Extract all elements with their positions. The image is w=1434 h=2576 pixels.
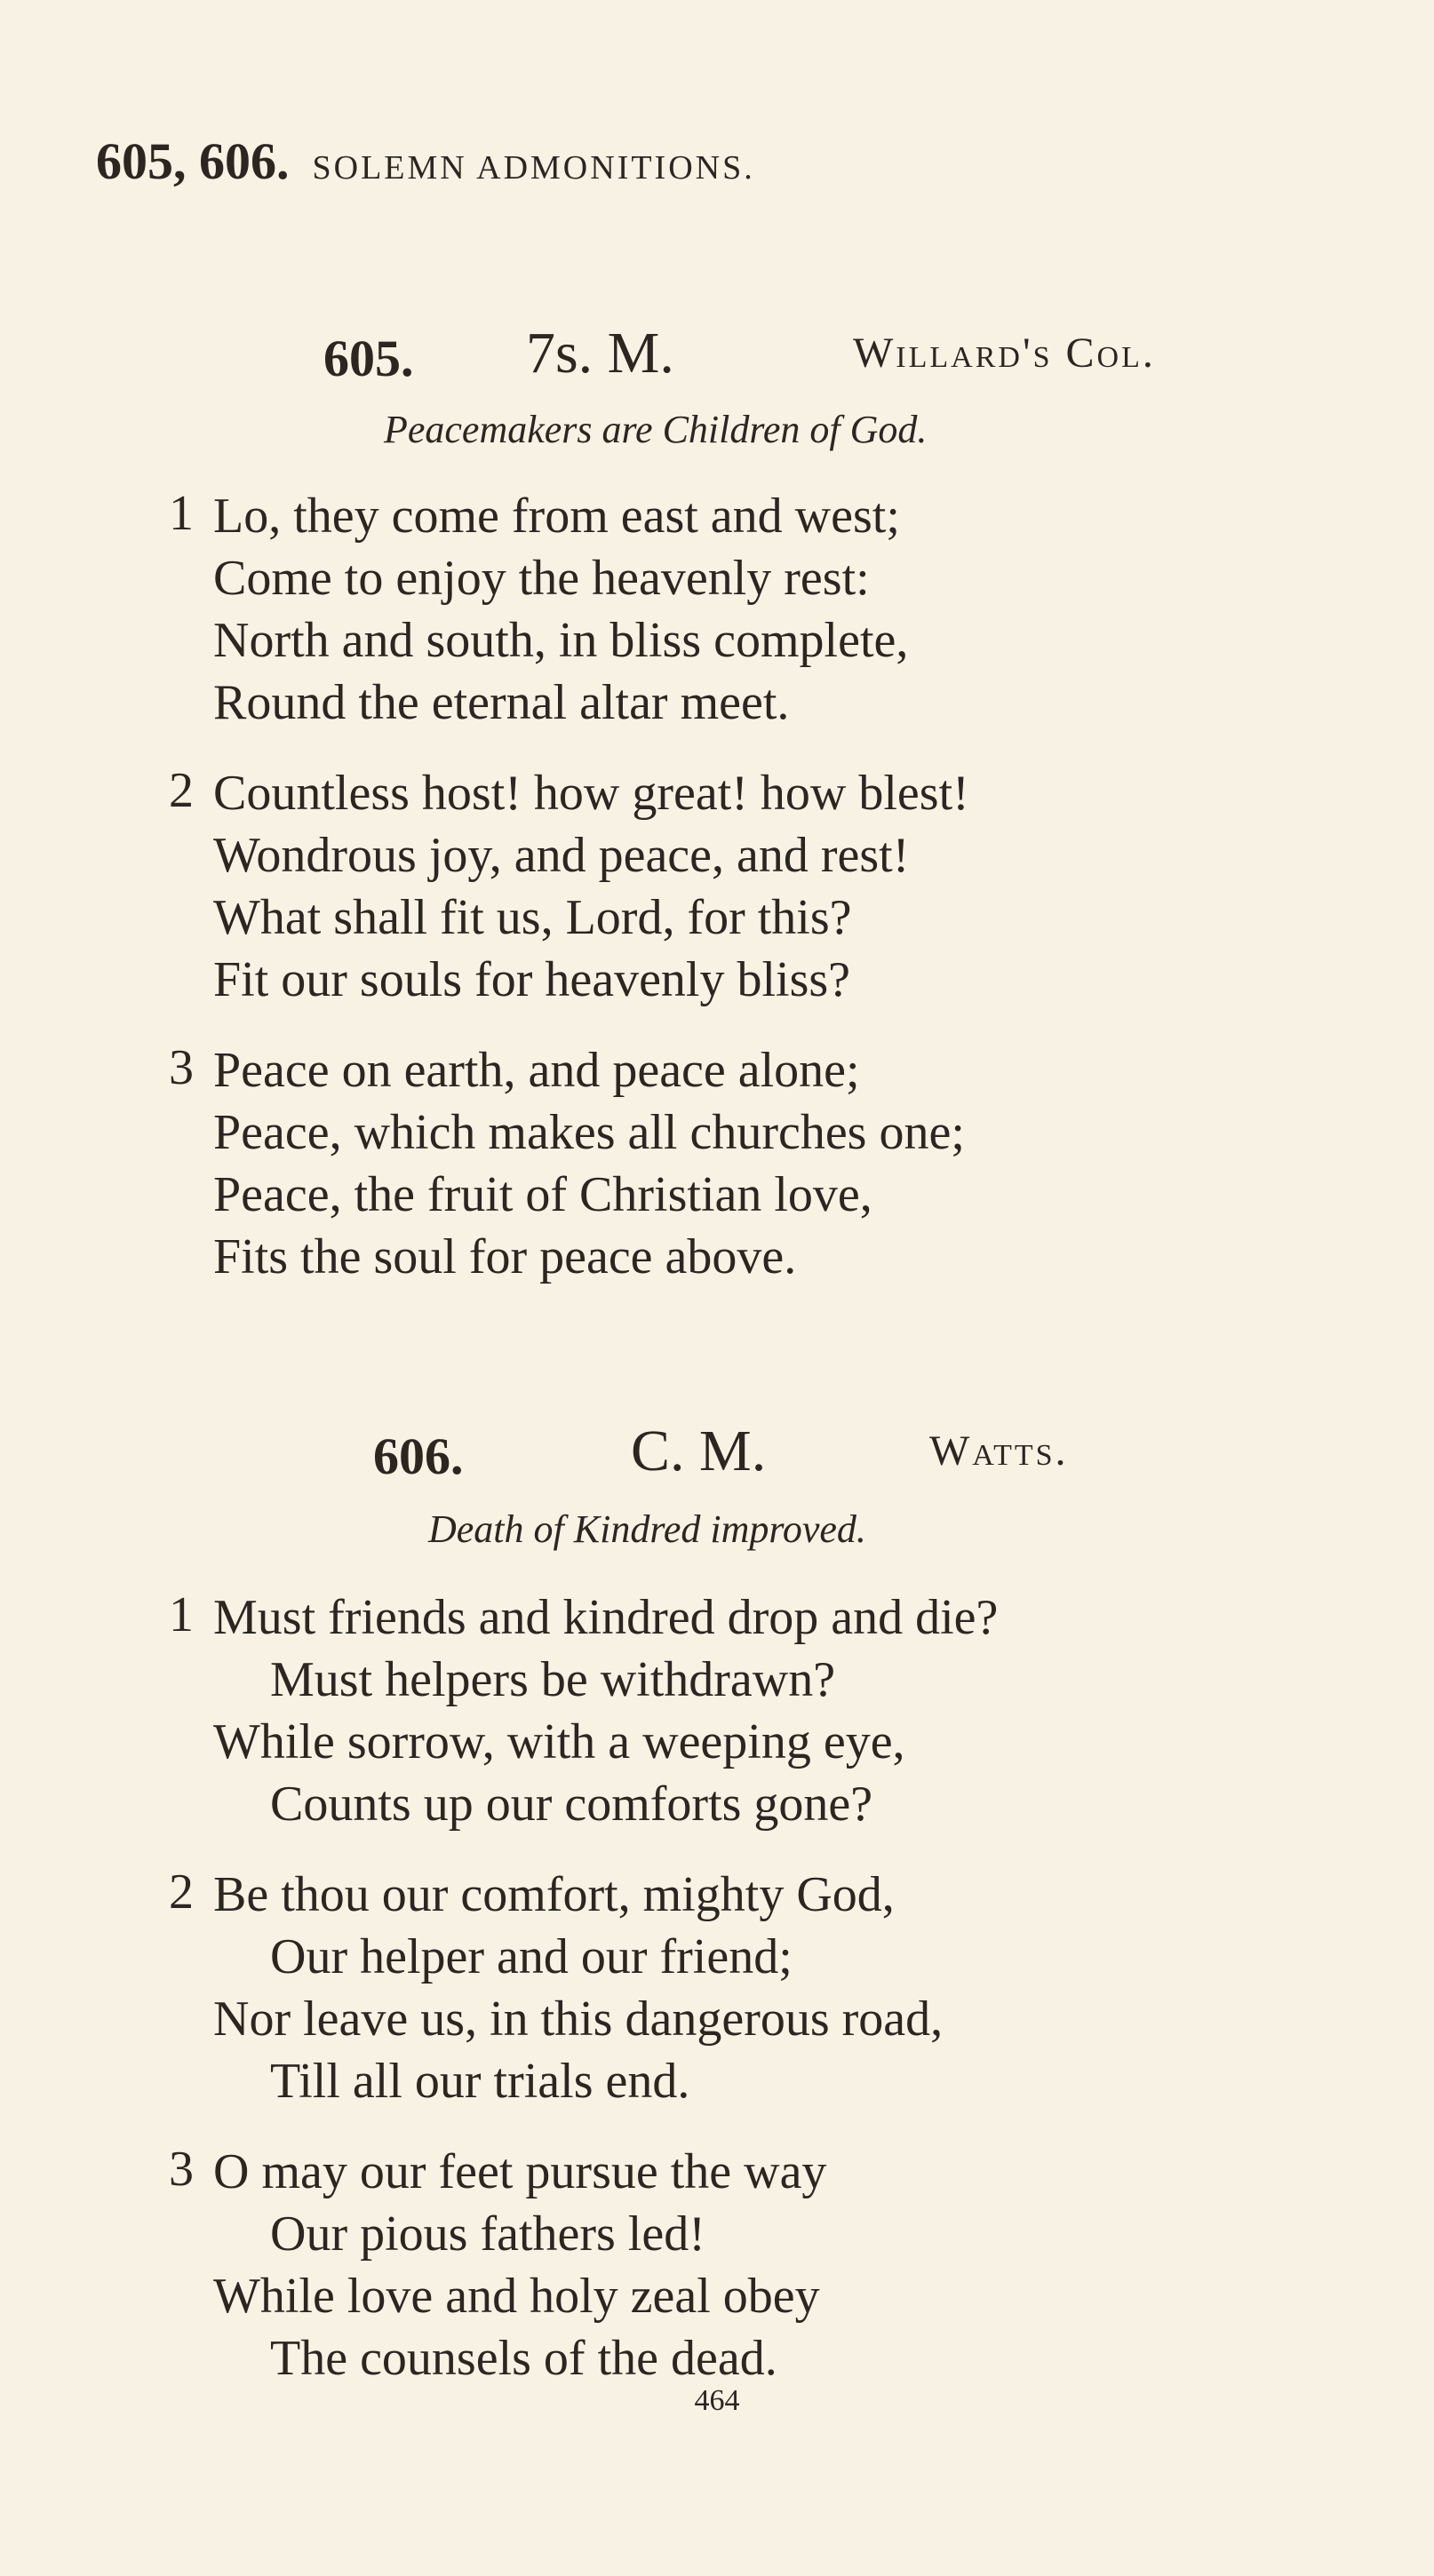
verse-line: What shall fit us, Lord, for this? — [213, 890, 852, 945]
verse-line: North and south, in bliss complete, — [213, 613, 909, 668]
verse-line: Peace on earth, and peace alone; — [213, 1043, 860, 1098]
hymn-number: 606. — [373, 1427, 464, 1485]
hymn-author: Willard's Col. — [853, 330, 1156, 377]
verse-line: Must friends and kindred drop and die? — [213, 1590, 999, 1645]
running-head-title: SOLEMN ADMONITIONS. — [312, 149, 755, 187]
stanza-number: 1 — [169, 486, 194, 541]
verse-line: Come to enjoy the heavenly rest: — [213, 551, 870, 606]
hymn-606-header — [0, 1418, 1434, 1489]
hymn-606-stanza-1 — [169, 1586, 999, 1835]
hymn-meter: 7s. M. — [526, 321, 674, 386]
verse-line: Till all our trials end. — [270, 2054, 690, 2109]
verse-line: Peace, the fruit of Christian love, — [213, 1167, 872, 1222]
running-head — [96, 131, 755, 191]
verse-line: Must helpers be withdrawn? — [270, 1652, 836, 1707]
stanza-number: 2 — [169, 763, 194, 818]
hymn-author: Watts. — [929, 1427, 1069, 1475]
hymn-605-subtitle: Peacemakers are Children of God. — [384, 408, 928, 451]
verse-line: Round the eternal altar meet. — [213, 675, 790, 730]
stanza-number: 1 — [169, 1587, 194, 1642]
hymn-605-stanza-3 — [169, 1039, 965, 1288]
verse-line: Fit our souls for heavenly bliss? — [213, 952, 851, 1007]
hymn-meter: C. M. — [631, 1419, 767, 1483]
verse-line: Countless host! how great! how blest! — [213, 766, 969, 821]
verse-line: Nor leave us, in this dangerous road, — [213, 1992, 944, 2047]
verse-line: Fits the soul for peace above. — [213, 1229, 797, 1284]
hymn-606-stanza-2 — [169, 1864, 944, 2112]
verse-line: O may our feet pursue the way — [213, 2144, 827, 2199]
running-head-numbers: 605, 606. — [96, 132, 290, 190]
stanza-number: 3 — [169, 1040, 194, 1095]
verse-line: The counsels of the dead. — [270, 2331, 777, 2386]
page-number: 464 — [694, 2384, 740, 2417]
stanza-number: 2 — [169, 1864, 194, 1920]
hymn-605-stanza-2 — [169, 762, 969, 1011]
hymn-605-header — [0, 320, 1434, 391]
hymn-606-subtitle: Death of Kindred improved. — [428, 1507, 866, 1551]
verse-line: Counts up our comforts gone? — [270, 1777, 873, 1832]
hymn-number: 605. — [323, 330, 414, 387]
verse-line: Lo, they come from east and west; — [213, 489, 900, 544]
verse-line: Our helper and our friend; — [270, 1929, 793, 1984]
hymn-606-stanza-3 — [169, 2141, 827, 2389]
hymn-605-stanza-1 — [169, 485, 909, 734]
verse-line: While sorrow, with a weeping eye, — [213, 1714, 905, 1769]
stanza-number: 3 — [169, 2142, 194, 2197]
verse-line: Be thou our comfort, mighty God, — [213, 1867, 895, 1922]
verse-line: Peace, which makes all churches one; — [213, 1105, 965, 1160]
verse-line: While love and holy zeal obey — [213, 2269, 820, 2324]
verse-line: Wondrous joy, and peace, and rest! — [213, 828, 910, 883]
verse-line: Our pious fathers led! — [270, 2206, 705, 2262]
